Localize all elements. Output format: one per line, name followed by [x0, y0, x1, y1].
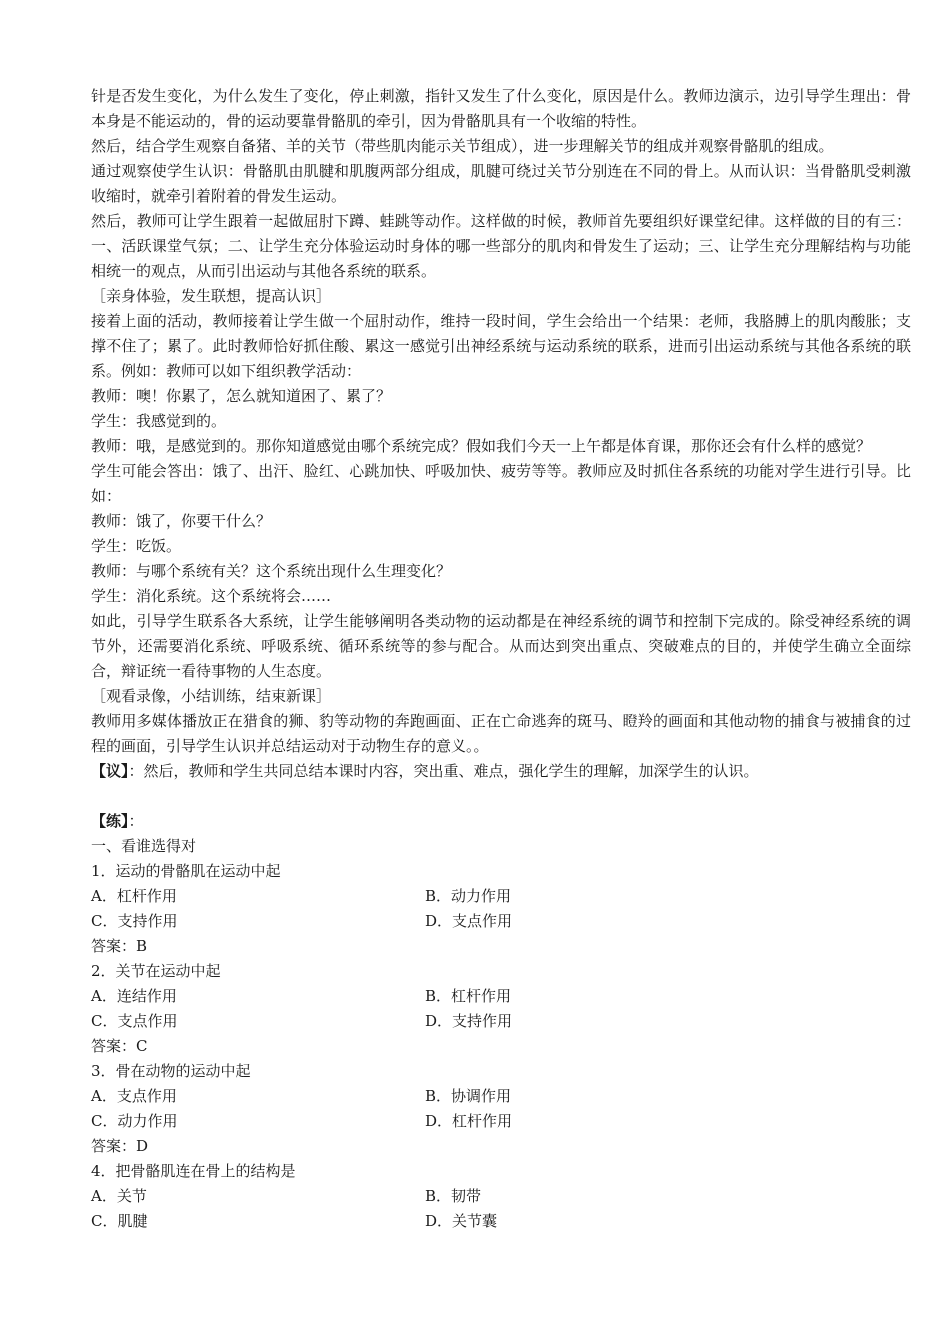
paragraph: 学生可能会答出：饿了、出汗、脸红、心跳加快、呼吸加快、疲劳等等。教师应及时抓住各系统的功能对学生进行引导。比如： — [91, 462, 911, 505]
paragraph: 教师用多媒体播放正在猎食的狮、豹等动物的奔跑画面、正在亡命逃奔的斑马、瞪羚的画面和其他动物的捕食与被捕食的过程的画面，引导学生认识并总结运动对于动物生存的意义。。 — [91, 712, 911, 755]
option-b: B．杠杆作用 — [425, 987, 512, 1005]
dialogue-line: 教师：与哪个系统有关？这个系统出现什么生理变化？ — [91, 562, 452, 580]
answer-line: 答案：C — [91, 1037, 148, 1055]
option-d: D．杠杆作用 — [425, 1112, 513, 1130]
option-d: D．支持作用 — [425, 1012, 513, 1030]
dialogue-line: 学生：消化系统。这个系统将会…… — [91, 587, 332, 605]
option-a: A．杠杆作用 — [91, 887, 177, 905]
option-a: A．关节 — [91, 1187, 147, 1205]
paragraph: 针是否发生变化，为什么发生了变化，停止刺激，指针又发生了什么变化，原因是什么。教师边演示，边引导学生理出：骨本身是不能运动的，骨的运动要靠骨骼肌的牵引，因为骨骼肌具有一个收缩的特性。 — [91, 87, 911, 130]
option-row — [91, 1184, 911, 1209]
option-b: B．协调作用 — [425, 1087, 512, 1105]
paragraph: 然后，结合学生观察自备猪、羊的关节（带些肌肉能示关节组成），进一步理解关节的组成并观察骨骼肌的组成。 — [91, 137, 834, 155]
answer-line: 答案：B — [91, 937, 148, 955]
option-c: C．支持作用 — [91, 912, 178, 930]
question-stem: 1．运动的骨骼肌在运动中起 — [91, 862, 281, 880]
dialogue-line: 学生：我感觉到的。 — [91, 412, 227, 430]
option-b: B．韧带 — [425, 1187, 482, 1205]
dialogue-line: 学生：吃饭。 — [91, 537, 182, 555]
answer-line: 答案：D — [91, 1137, 149, 1155]
practice-heading — [91, 809, 911, 834]
option-row — [91, 984, 911, 1009]
option-d: D．关节囊 — [425, 1212, 498, 1230]
paragraph: 通过观察使学生认识：骨骼肌由肌腱和肌腹两部分组成，肌腱可绕过关节分别连在不同的骨上。从而认识：当骨骼肌受刺激收缩时，就牵引着附着的骨发生运动。 — [91, 162, 911, 205]
option-row — [91, 1109, 911, 1134]
discuss-text: ：然后，教师和学生共同总结本课时内容，突出重、难点，强化学生的理解，加深学生的认识。 — [128, 762, 759, 780]
option-row — [91, 1009, 911, 1034]
section-heading: ［观看录像，小结训练，结束新课］ — [91, 687, 332, 705]
dialogue-line: 教师：饿了，你要干什么？ — [91, 512, 272, 530]
option-row — [91, 1209, 911, 1234]
option-a: A．连结作用 — [91, 987, 177, 1005]
option-row — [91, 884, 911, 909]
discuss-paragraph — [91, 759, 911, 784]
practice-section-title: 一、看谁选得对 — [91, 837, 197, 855]
spacer — [91, 784, 911, 809]
document-body — [91, 84, 911, 1234]
section-heading: ［亲身体验，发生联想，提高认识］ — [91, 287, 332, 305]
dialogue-line: 教师：哦，是感觉到的。那你知道感觉由哪个系统完成？假如我们今天一上午都是体育课，那你还会有什么样的感觉？ — [91, 437, 872, 455]
paragraph: 然后，教师可让学生跟着一起做屈肘下蹲、蛙跳等动作。这样做的时候，教师首先要组织好课堂纪律。这样做的目的有三：一、活跃课堂气氛；二、让学生充分体验运动时身体的哪一些部分的肌肉和骨发生了运动；三、让学生充分理解结构与功能相统一的观点，从而引出运动与其他各系统的联系。 — [91, 212, 911, 280]
option-d: D．支点作用 — [425, 912, 513, 930]
question-stem: 3．骨在动物的运动中起 — [91, 1062, 251, 1080]
option-row — [91, 909, 911, 934]
practice-label-suffix: ： — [128, 812, 144, 830]
option-c: C．支点作用 — [91, 1012, 178, 1030]
discuss-label: 【议】 — [91, 762, 129, 780]
question-stem: 4．把骨骼肌连在骨上的结构是 — [91, 1162, 296, 1180]
dialogue-line: 教师：噢！你累了，怎么就知道困了、累了？ — [91, 387, 392, 405]
paragraph: 如此，引导学生联系各大系统，让学生能够阐明各类动物的运动都是在神经系统的调节和控制下完成的。除受神经系统的调节外，还需要消化系统、呼吸系统、循环系统等的参与配合。从而达到突出重点、突破难点的目的，并使学生确立全面综合，辩证统一看待事物的人生态度。 — [91, 612, 911, 680]
question-stem: 2．关节在运动中起 — [91, 962, 221, 980]
option-a: A．支点作用 — [91, 1087, 177, 1105]
option-row — [91, 1084, 911, 1109]
paragraph: 接着上面的活动，教师接着让学生做一个屈肘动作，维持一段时间，学生会给出一个结果：老师，我胳膊上的肌肉酸胀；支撑不住了；累了。此时教师恰好抓住酸、累这一感觉引出神经系统与运动系统的联系，进而引出运动系统与其他各系统的联系。例如：教师可以如下组织教学活动： — [91, 312, 911, 380]
option-c: C．动力作用 — [91, 1112, 178, 1130]
option-c: C．肌腱 — [91, 1212, 148, 1230]
practice-label: 【练】 — [91, 812, 129, 830]
option-b: B．动力作用 — [425, 887, 512, 905]
